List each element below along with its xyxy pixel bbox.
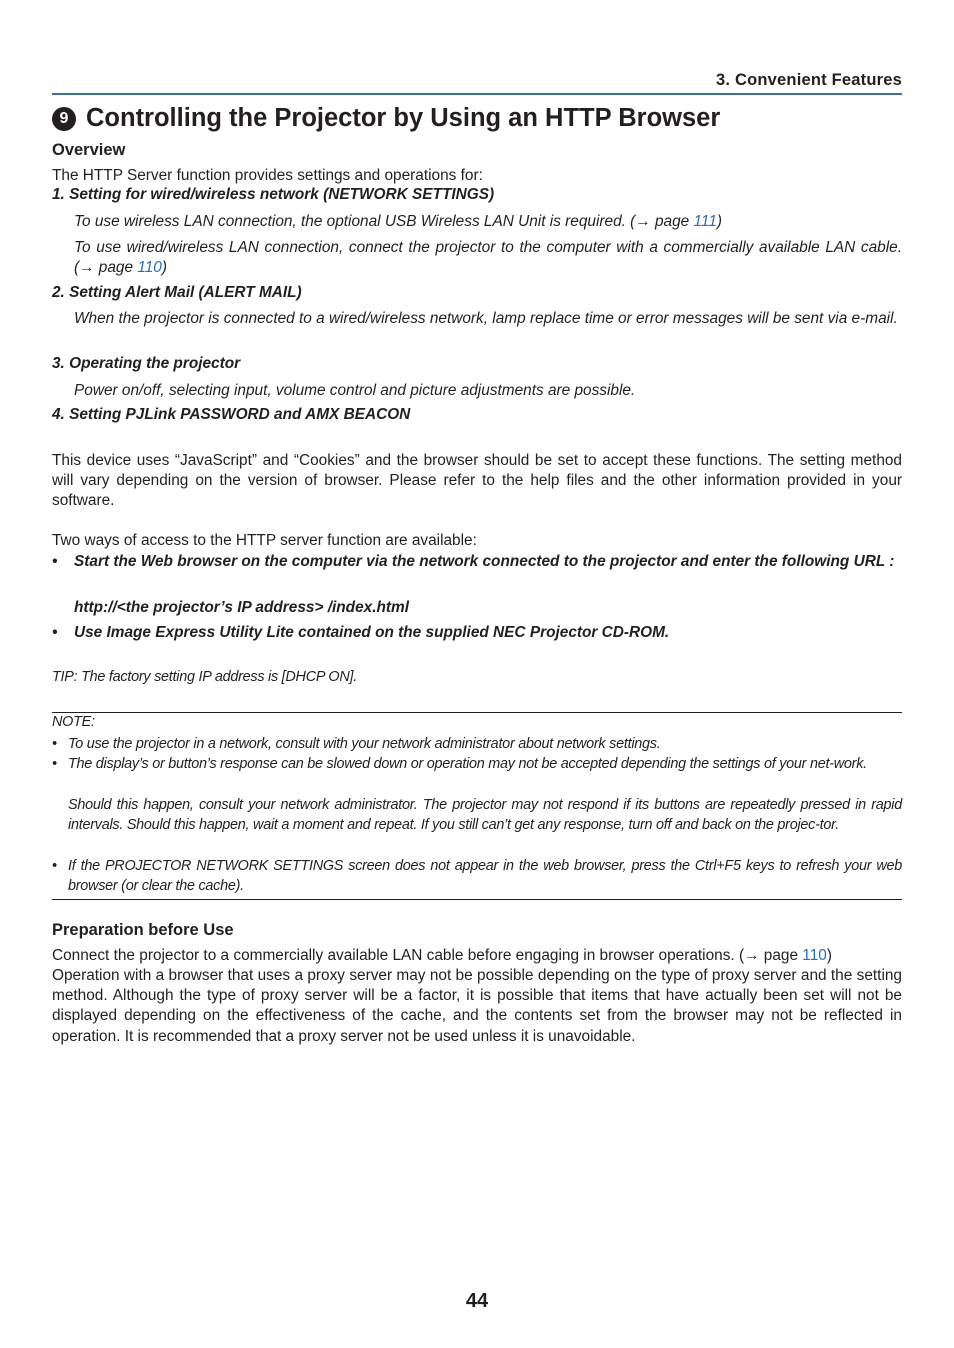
preparation-heading: Preparation before Use [52,921,234,939]
item-1-body-2-text: To use wired/wireless LAN connection, connect the projector to the computer with a commercially available LAN cable. (→ page [74,239,902,277]
section-header: 3. Convenient Features [716,71,902,89]
note-item [52,856,902,897]
preparation-line-1-end: ) [826,947,832,964]
page-link-110[interactable]: 110 [802,947,827,964]
note-item [52,754,902,774]
note-item-text: To use the projector in a network, consult with your network administrator about network settings. [68,736,661,752]
bullet-icon: • [52,858,57,874]
page-title-text: Controlling the Projector by Using an HTTP Browser [86,104,721,132]
bullet-text: Use Image Express Utility Lite contained on the supplied NEC Projector CD-ROM. [74,624,670,641]
note-label: NOTE: [52,714,95,730]
note-item-text: If the PROJECTOR NETWORK SETTINGS screen does not appear in the web browser, press the Ctrl+F5 keys to refresh your web browser (or clear the cache). [68,858,902,895]
access-intro: Two ways of access to the HTTP server function are available: [52,532,477,549]
bullet-icon: • [52,736,57,752]
bullet-item [52,552,902,572]
item-1-label: 1. Setting for wired/wireless network (NETWORK SETTINGS) [52,186,495,203]
preparation-body: Operation with a browser that uses a proxy server may not be possible depending on the type of proxy server and the setting method. Although the type of proxy server will be a factor, it is possible that items that have actually been set will not be displayed depending on the effectiveness of the cache, and the contents set from the browser may not be reflected in operation. It is recommended that a proxy server not be used unless it is unavoidable. [52,967,902,1045]
javascript-paragraph: This device uses “JavaScript” and “Cookies” and the browser should be set to accept these functions. The setting method will vary depending on the version of browser. Please refer to the help files and the other information provided in your software. [52,452,902,510]
item-4-label: 4. Setting PJLink PASSWORD and AMX BEACON [52,406,411,423]
item-2-label: 2. Setting Alert Mail (ALERT MAIL) [52,284,302,301]
item-3-body: Power on/off, selecting input, volume control and picture adjustments are possible. [74,382,636,399]
bullet-icon: • [52,553,58,570]
note-item [52,734,902,754]
item-3-label: 3. Operating the projector [52,355,241,372]
bullet-icon: • [52,624,58,641]
bullet-item [52,623,902,643]
preparation-line-1 [52,946,902,966]
overview-heading: Overview [52,141,126,159]
item-1-body-1-end: ) [716,213,723,230]
item-1-body-2-end: ) [161,259,167,277]
page-number: 44 [465,1290,489,1312]
note-top-rule [52,712,902,713]
preparation-line-1-text: Connect the projector to a commercially available LAN cable before engaging in browser operations. (→ page [52,947,803,964]
page-link-111[interactable]: 111 [693,213,717,230]
note-bottom-rule [52,899,902,900]
header-divider [52,93,902,95]
url-text: http://<the projector’s IP address> /index.html [74,599,409,616]
page-link-110[interactable]: 110 [137,259,162,277]
overview-intro: The HTTP Server function provides settings and operations for: [52,167,483,184]
bullet-icon: • [52,756,57,772]
note-item-text: The display’s or button’s response can be slowed down or operation may not be accepted depending the settings of your net-work. [68,756,867,772]
page-title [52,104,720,133]
circled-number-icon: 9 [52,107,76,131]
item-1-body-1 [74,212,902,232]
note-continuation: Should this happen, consult your network administrator. The projector may not respond if its buttons are repeatedly pressed in rapid intervals. Should this happen, wait a moment and repeat. If you still can’t get any response, turn off and back on the projec-tor. [68,797,902,834]
item-1-body-1-text: To use wireless LAN connection, the optional USB Wireless LAN Unit is required. (→ page [74,213,694,230]
item-2-body: When the projector is connected to a wired/wireless network, lamp replace time or error messages will be sent via e-mail. [74,310,898,327]
item-1-body-2 [74,238,902,278]
tip-text: TIP: The factory setting IP address is [DHCP ON]. [52,669,357,685]
bullet-text: Start the Web browser on the computer via the network connected to the projector and enter the following URL : [74,553,895,570]
